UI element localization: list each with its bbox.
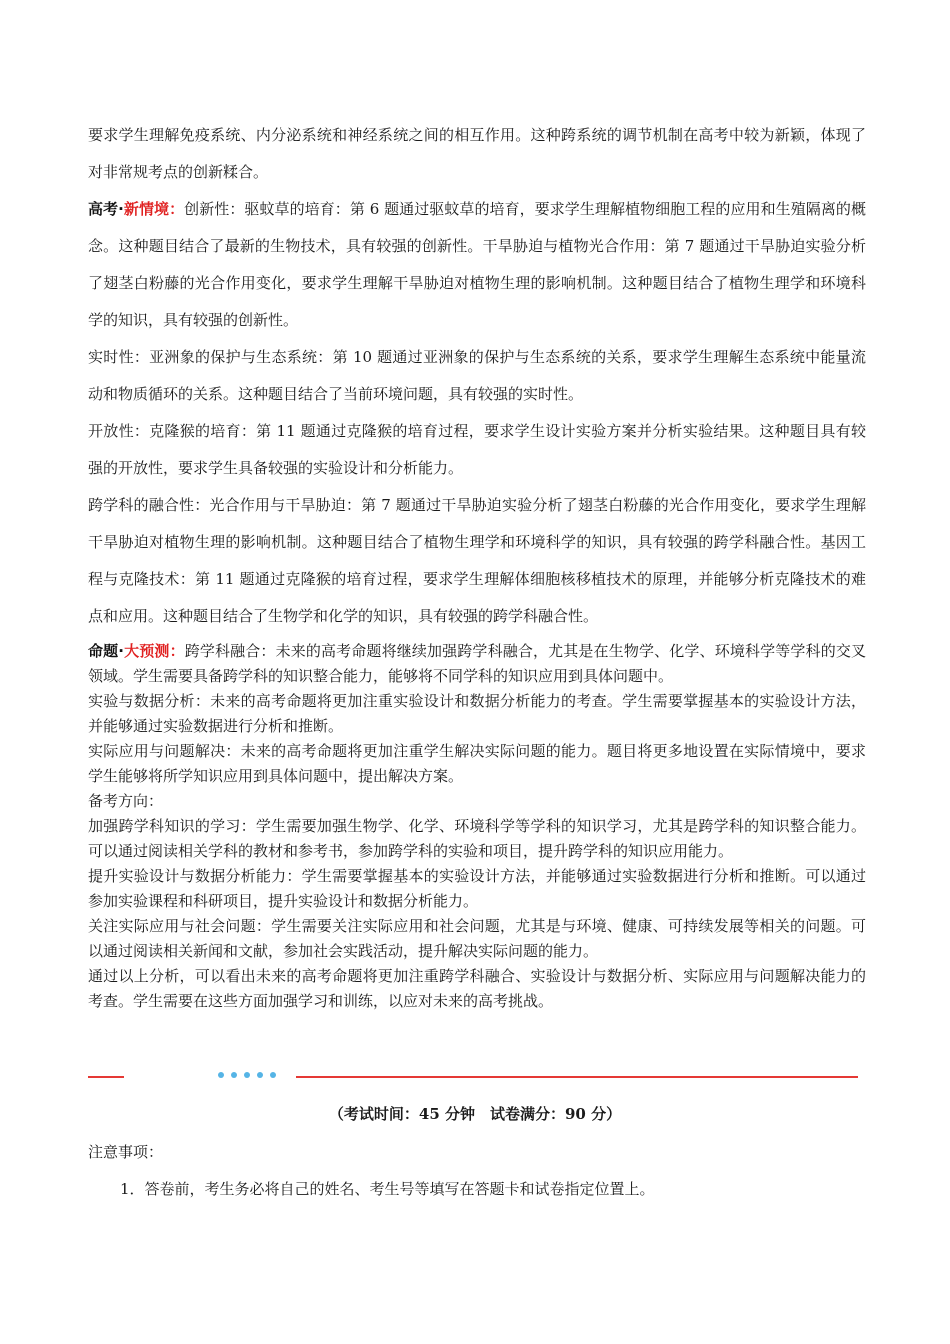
paragraph-prediction — [88, 639, 866, 689]
paragraph-prep-1: 加强跨学科知识的学习：学生需要加强生物学、化学、环境科学等学科的知识学习，尤其是跨学科的知识整合能力。可以通过阅读相关学科的教材和参考书，参加跨学科的实验和项目，提升跨学科的知识应用能力。 — [88, 817, 866, 860]
section-divider — [88, 1067, 858, 1087]
document-body — [88, 117, 866, 1014]
section-label-new-context: 新情境 — [123, 200, 170, 218]
section-label-colon: ： — [169, 642, 185, 660]
note-item: 1．答卷前，考生务必将自己的姓名、考生号等填写在答题卡和试卷指定位置上。 — [120, 1180, 655, 1198]
paragraph-realtime: 实时性：亚洲象的保护与生态系统：第 10 题通过亚洲象的保护与生态系统的关系，要求学生理解生态系统中能量流动和物质循环的关系。这种题目结合了当前环境问题，具有较强的实时性。 — [88, 348, 866, 403]
section-label-gaokao: 高考· — [88, 200, 124, 218]
paragraph-prep-3: 关注实际应用与社会问题：学生需要关注实际应用和社会问题，尤其是与环境、健康、可持续发展等相关的问题。可以通过阅读相关新闻和文献，参加社会实践活动，提升解决实际问题的能力。 — [88, 917, 866, 960]
paragraph-experiment: 实验与数据分析：未来的高考命题将更加注重实验设计和数据分析能力的考查。学生需要掌握基本的实验设计方法，并能够通过实验数据进行分析和推断。 — [88, 692, 866, 735]
paragraph-text: 创新性：驱蚊草的培育：第 6 题通过驱蚊草的培育，要求学生理解植物细胞工程的应用和生殖隔离的概念。这种题目结合了最新的生物技术，具有较强的创新性。干旱胁迫与植物光合作用：第 7 题通过干旱胁迫实验分析了翅茎白粉藤的光合作用变化，要求学生理解干旱胁迫对植物生理的影响机制。这种题目结合了植物生理学和环境科学的知识，具有较强的创新性。 — [88, 200, 866, 329]
paragraph-prep-2: 提升实验设计与数据分析能力：学生需要掌握基本的实验设计方法，并能够通过实验数据进行分析和推断。可以通过参加实验课程和科研项目，提升实验设计和数据分析能力。 — [88, 867, 866, 910]
notes-title: 注意事项： — [88, 1143, 164, 1161]
exam-info: （考试时间：45 分钟 试卷满分：90 分） — [328, 1105, 622, 1123]
section-label-mingti: 命题· — [88, 642, 124, 660]
section-label-prediction: 大预测 — [123, 642, 170, 660]
paragraph-prep-direction: 备考方向： — [88, 792, 164, 810]
paragraph-immune: 要求学生理解免疫系统、内分泌系统和神经系统之间的相互作用。这种跨系统的调节机制在高考中较为新颖，体现了对非常规考点的创新糅合。 — [88, 126, 866, 181]
paragraph-interdisciplinary: 跨学科的融合性：光合作用与干旱胁迫：第 7 题通过干旱胁迫实验分析了翅茎白粉藤的光合作用变化，要求学生理解干旱胁迫对植物生理的影响机制。这种题目结合了植物生理学和环境科学的知识，具有较强的跨学科融合性。基因工程与克隆技术：第 11 题通过克隆猴的培育过程，要求学生理解体细胞核移植技术的原理，并能够分析克隆技术的难点和应用。这种题目结合了生物学和化学的知识，具有较强的跨学科融合性。 — [88, 496, 866, 625]
paragraph-text: 跨学科融合：未来的高考命题将继续加强跨学科融合，尤其是在生物学、化学、环境科学等学科的交叉领域。学生需要具备跨学科的知识整合能力，能够将不同学科的知识应用到具体问题中。 — [88, 642, 866, 685]
paragraph-openness: 开放性：克隆猴的培育：第 11 题通过克隆猴的培育过程，要求学生设计实验方案并分析实验结果。这种题目具有较强的开放性，要求学生具备较强的实验设计和分析能力。 — [88, 422, 866, 477]
paragraph-summary: 通过以上分析，可以看出未来的高考命题将更加注重跨学科融合、实验设计与数据分析、实际应用与问题解决能力的考查。学生需要在这些方面加强学习和训练，以应对未来的高考挑战。 — [88, 967, 866, 1010]
paragraph-practical: 实际应用与问题解决：未来的高考命题将更加注重学生解决实际问题的能力。题目将更多地设置在实际情境中，要求学生能够将所学知识应用到具体问题中，提出解决方案。 — [88, 742, 866, 785]
paragraph-new-context — [88, 191, 866, 339]
divider-dots — [218, 1072, 276, 1078]
section-label-colon: ： — [169, 200, 185, 218]
